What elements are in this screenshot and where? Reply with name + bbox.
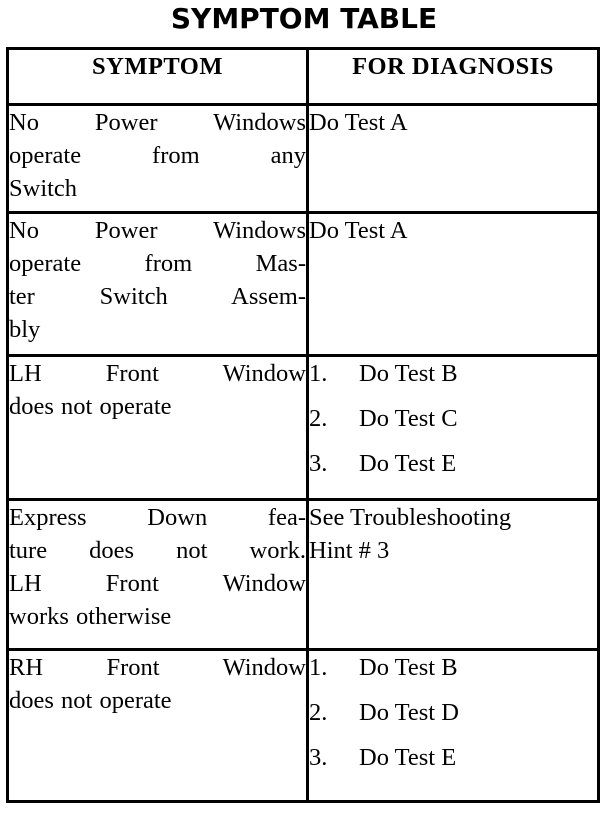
step-number: 2.: [309, 405, 328, 432]
symptom-line: No Power Windows: [9, 217, 306, 244]
diagnosis-cell: [308, 213, 599, 356]
symptom-line: RH Front Window: [9, 654, 306, 681]
step-text: Do Test B: [359, 654, 458, 681]
symptom-cell: [8, 213, 308, 356]
diagnosis-step: [309, 447, 597, 480]
table-header-row: [8, 49, 599, 105]
diagnosis-step: [309, 696, 597, 729]
table-row: [8, 213, 599, 356]
diagnosis-cell: [308, 650, 599, 802]
symptom-line: operate from any: [9, 142, 306, 169]
diagnosis-step: [309, 651, 597, 684]
step-number: 1.: [309, 360, 328, 387]
column-header-diagnosis: FOR DIAGNOSIS: [308, 49, 599, 105]
table-row: [8, 105, 599, 213]
diagnosis-line: Hint # 3: [309, 537, 390, 564]
symptom-line: Switch: [9, 175, 78, 202]
symptom-line: Express Down fea-: [9, 504, 306, 531]
diagnosis-cell: [308, 356, 599, 500]
symptom-cell: [8, 650, 308, 802]
symptom-cell: [8, 356, 308, 500]
symptom-line: operate from Mas-: [9, 250, 306, 277]
diagnosis-text: Do Test A: [309, 217, 408, 244]
step-text: Do Test E: [359, 450, 457, 477]
diagnosis-text: Do Test A: [309, 109, 408, 136]
symptom-line: does not operate: [9, 687, 172, 714]
step-number: 2.: [309, 699, 328, 726]
step-number: 1.: [309, 654, 328, 681]
symptom-line: does not operate: [9, 393, 172, 420]
diagnosis-cell: [308, 500, 599, 650]
table-row: [8, 500, 599, 650]
table-row: [8, 356, 599, 500]
diagnosis-steps: [309, 357, 597, 480]
step-text: Do Test E: [359, 744, 457, 771]
symptom-table: [6, 47, 600, 803]
step-text: Do Test D: [359, 699, 459, 726]
symptom-line: bly: [9, 316, 41, 343]
diagnosis-step: [309, 741, 597, 774]
step-number: 3.: [309, 450, 328, 477]
symptom-line: No Power Windows: [9, 109, 306, 136]
diagnosis-step: [309, 357, 597, 390]
symptom-cell: [8, 500, 308, 650]
diagnosis-step: [309, 402, 597, 435]
step-text: Do Test C: [359, 405, 458, 432]
symptom-cell: [8, 105, 308, 213]
diagnosis-cell: [308, 105, 599, 213]
step-text: Do Test B: [359, 360, 458, 387]
page-title: SYMPTOM TABLE: [170, 2, 438, 35]
diagnosis-steps: [309, 651, 597, 774]
symptom-line: works otherwise: [9, 603, 172, 630]
symptom-line: LH Front Window: [9, 360, 306, 387]
column-header-symptom: SYMPTOM: [8, 49, 308, 105]
table-row: [8, 650, 599, 802]
symptom-line: ture does not work.: [9, 537, 306, 564]
diagnosis-line: See Troubleshooting: [309, 504, 512, 531]
symptom-line: ter Switch Assem-: [9, 283, 306, 310]
symptom-line: LH Front Window: [9, 570, 306, 597]
step-number: 3.: [309, 744, 328, 771]
